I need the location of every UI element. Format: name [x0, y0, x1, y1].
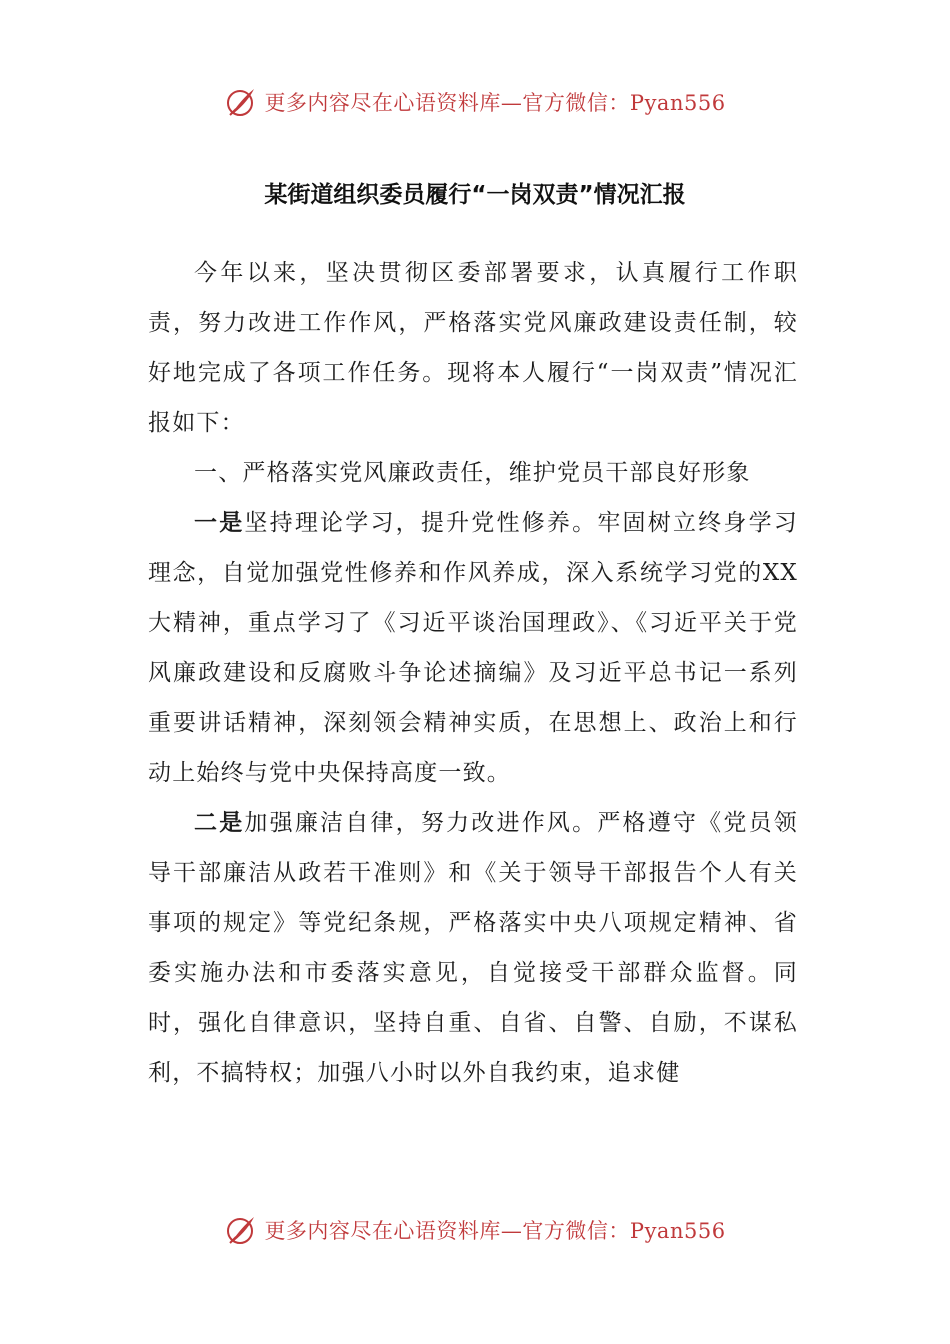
item-lead: 一是 [194, 509, 245, 536]
item-paragraph-2 [148, 798, 798, 1098]
item-text: 加强廉洁自律，努力改进作风。严格遵守《党员领导干部廉洁从政若干准则》和《关于领导干部报告个人有关事项的规定》等党纪条规，严格落实中央八项规定精神、省委实施办法和市委落实意见，自觉接受干部群众监督。同时，强化自律意识，坚持自重、自省、自警、自励，不谋私利，不搞特权；加强八小时以外自我约束，追求健 [148, 810, 798, 1086]
item-lead: 二是 [194, 809, 245, 836]
footer-banner [0, 1210, 950, 1250]
section-heading: 一、严格落实党风廉政责任，维护党员干部良好形象 [194, 460, 751, 486]
banner-text: 更多内容尽在心语资料库—官方微信：Pyan556 [264, 1219, 726, 1243]
document-body [148, 248, 798, 1098]
intro-paragraph: 今年以来，坚决贯彻区委部署要求，认真履行工作职责，努力改进工作作风，严格落实党风廉政建设责任制，较好地完成了各项工作任务。现将本人履行“一岗双责”情况汇报如下： [148, 260, 798, 436]
pen-feather-logo-icon [224, 85, 258, 119]
banner-text: 更多内容尽在心语资料库—官方微信：Pyan556 [264, 91, 726, 115]
header-banner [0, 82, 950, 122]
item-paragraph-1 [148, 498, 798, 798]
item-text: 坚持理论学习，提升党性修养。牢固树立终身学习理念，自觉加强党性修养和作风养成，深入系统学习党的XX大精神，重点学习了《习近平谈治国理政》、《习近平关于党风廉政建设和反腐败斗争论述摘编》及习近平总书记一系列重要讲话精神，深刻领会精神实质，在思想上、政治上和行动上始终与党中央保持高度一致。 [148, 510, 798, 786]
document-title: 某街道组织委员履行“一岗双责”情况汇报 [264, 182, 686, 208]
pen-feather-logo-icon [224, 1213, 258, 1247]
